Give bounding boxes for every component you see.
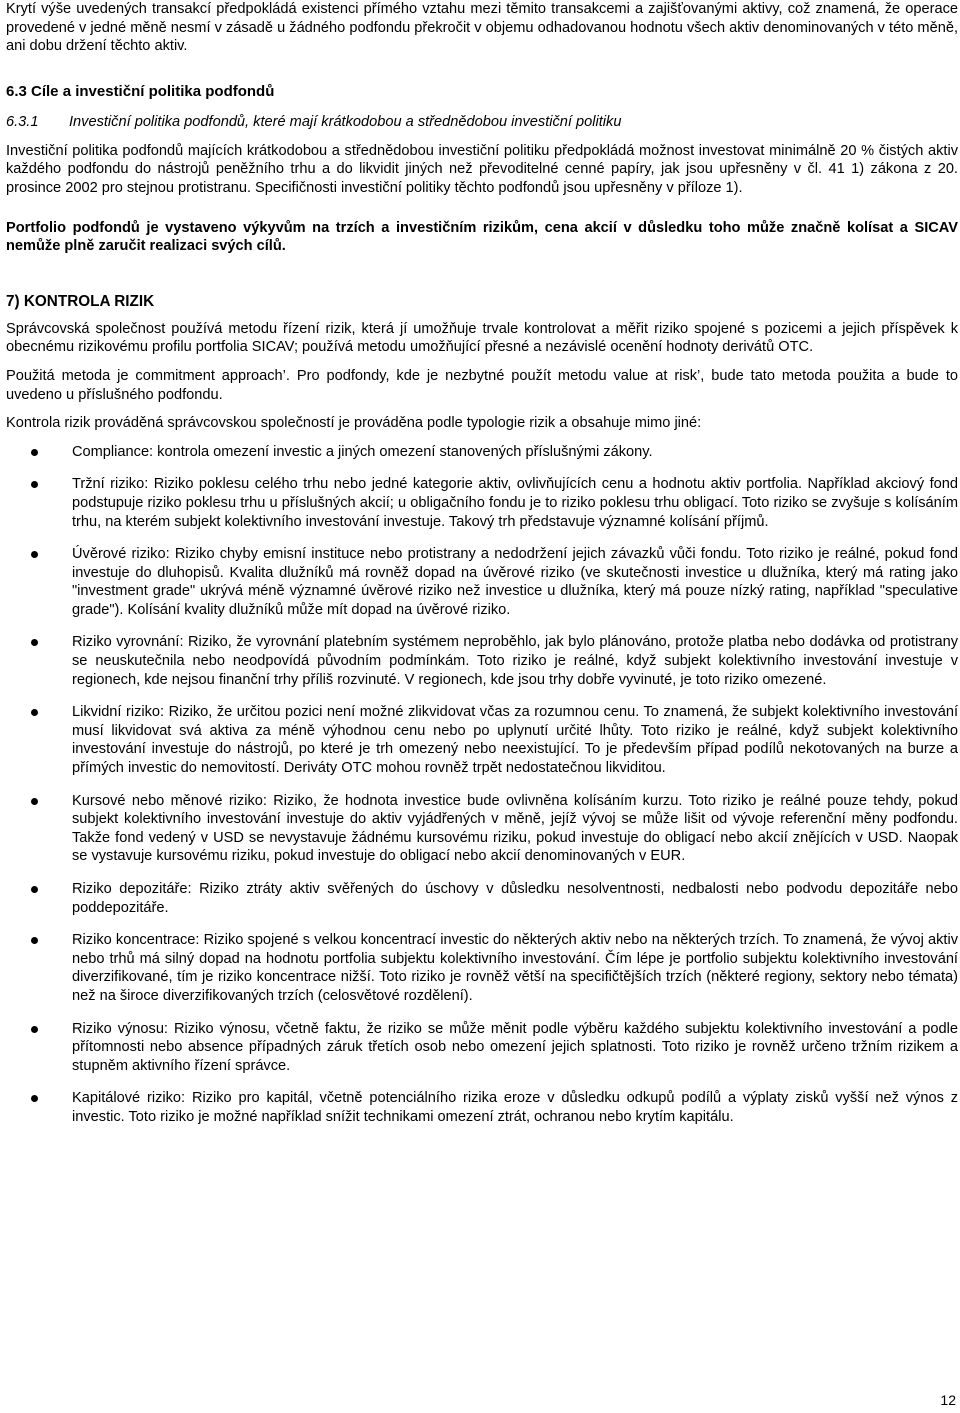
risk-warning-paragraph: Portfolio podfondů je vystaveno výkyvům na trzích a investičním rizikům, cena akcií v důsledku toho může značně kolísat a SICAV nemůže plně zaručit realizaci svých cílů. [6,219,958,255]
bullet-icon [31,449,38,456]
list-item-text: Kapitálové riziko: Riziko pro kapitál, včetně potenciálního rizika eroze v důsledku odkupů podílů a výplaty zisků vyšší než výnos z investic. Toto riziko je možné například snížit technikami omezení ztrát, ochranou nebo krytím kapitálu. [72,1090,958,1125]
bullet-icon [31,639,38,646]
bullet-icon [31,886,38,893]
commitment-approach-paragraph: Použitá metoda je commitment approach’. Pro podfondy, kde je nezbytné použít metodu value at risk’, bude tato metoda použita a bude to uvedeno u příslušného podfondu. [6,367,958,403]
risk-typology-paragraph: Kontrola rizik prováděná správcovskou společností je prováděna podle typologie rizik a obsahuje mimo jiné: [6,415,702,432]
list-item [6,1089,958,1126]
list-item-text: Riziko depozitáře: Riziko ztráty aktiv svěřených do úschovy v důsledku nesolventnosti, nedbalosti nebo podvodu depozitáře nebo poddepozitáře. [72,881,958,916]
list-item-text: Compliance: kontrola omezení investic a jiných omezení stanovených příslušnými zákony. [72,443,653,460]
section-number: 6.3.1 [6,113,39,130]
bullet-icon [31,709,38,716]
intro-paragraph: Krytí výše uvedených transakcí předpokládá existenci přímého vztahu mezi těmito transakcemi a zajišťovanými aktivy, což znamená, že operace provedené v jedné měně nesmí v zásadě u žádného podfondu překročit v objemu odhadovanou hodnotu všech aktiv denominovaných v této měně, ani dobu držení těchto aktiv. [6,1,958,55]
section-heading-6-3-1 [6,112,958,132]
bullet-icon [31,1026,38,1033]
risk-list [6,443,958,1127]
bullet-icon [31,798,38,805]
list-item [6,703,958,777]
section-title: Investiční politika podfondů, které mají krátkodobou a střednědobou investiční politiku [69,113,622,130]
section-heading-6-3: 6.3 Cíle a investiční politika podfondů [6,82,275,100]
investment-policy-paragraph: Investiční politika podfondů majících krátkodobou a střednědobou investiční politiku předpokládá možnost investovat minimálně 20 % čistých aktiv každého podfondu do nástrojů peněžního trhu a do likvidit jiných než převoditelné cenné papíry, jak jsou upřesněny v čl. 41 1) zákona z 20. prosince 2002 pro stejnou protistranu. Specifičnosti investiční politiky těchto podfondů jsou upřesněny v příloze 1). [6,142,958,196]
list-item [6,633,958,689]
risk-method-paragraph: Správcovská společnost používá metodu řízení rizik, která jí umožňuje trvale kontrolovat a měřit riziko spojené s pozicemi a jejich příspěvek k obecnému rizikovému profilu portfolia SICAV; používá metodu umožňující přesné a nezávislé ocenění hodnoty derivátů OTC. [6,320,958,356]
list-item [6,880,958,917]
list-item [6,931,958,1005]
bullet-icon [31,551,38,558]
document-page [6,0,958,1141]
list-item [6,792,958,866]
list-item [6,475,958,531]
list-item-text: Riziko výnosu: Riziko výnosu, včetně faktu, že riziko se může měnit podle výběru každého subjektu kolektivního investování a podle přítomnosti nebo absence případných záruk třetích osob nebo omezení jejich splatnosti. Toto riziko je rovněž určeno tržním rizikem a stupněm aktivního řízení správce. [72,1020,958,1074]
list-item-text: Kursové nebo měnové riziko: Riziko, že hodnota investice bude ovlivněna kolísáním kurzu. Toto riziko je reálné pouze tehdy, pokud subjekt kolektivního investování investuje do aktiv vyjádřených v měně, jejíž vývoj se může lišit od vývoje referenční měny podfondu. Takže fond vedený v USD se nevystavuje žádnému kursovému riziku, pokud investuje do obligací nebo akcií znějících v USD. Naopak se vystavuje kursovému riziku, pokud investuje do obligací nebo akcií denominovaných v EUR. [72,792,958,865]
list-item [6,443,958,462]
list-item-text: Úvěrové riziko: Riziko chyby emisní instituce nebo protistrany a nedodržení jejich závazků vůči fondu. Toto riziko je reálné, pokud fond investuje do dluhopisů. Kvalita dlužníků má rovněž dopad na úvěrové riziko (ve skutečnosti investice u dlužníka, který má rating jako "investment grade" ukrývá méně významné úvěrové riziko než investice u dlužníka, který má pouze nízký rating, například "speculative grade"). Kolísání kvality dlužníků může mít dopad na úvěrové riziko. [72,546,958,618]
page-number: 12 [940,1392,956,1408]
bullet-icon [31,481,38,488]
list-item-text: Riziko vyrovnání: Riziko, že vyrovnání platebním systémem neproběhlo, jak bylo plánováno, protože platba nebo dodávka od protistrany se neuskutečnila nebo neodpovídá původním podmínkám. Toto riziko je reálné, když subjekt kolektivního investování investuje v regionech, kde nejsou finanční trhy příliš rozvinuté. V regionech, kde jsou trhy dobře vyvinuté, je toto riziko omezené. [72,634,958,688]
list-item-text: Tržní riziko: Riziko poklesu celého trhu nebo jedné kategorie aktiv, ovlivňujících cenu a hodnotu aktiv portfolia. Například akciový fond podstupuje riziko poklesu trhu u příslušných akcií; u obligačního fondu je to riziko poklesu trhu obligací. Toto riziko se zvyšuje s kolísáním trhu, na kterém subjekt kolektivního investování investuje. Takový trh představuje významné kolísání příjmů. [72,476,958,530]
list-item-text: Likvidní riziko: Riziko, že určitou pozici není možné zlikvidovat včas za rozumnou cenu. To znamená, že subjekt kolektivního investování musí likvidovat svá aktiva za méně výhodnou cenu nebo po uplynutí určité lhůty. Toto riziko je reálné, když subjekt kolektivního investování investuje do nástrojů, po které je trh omezený nebo neexistující. To je především případ podílů nekotovaných na burze a přímých investic do nemovitostí. Deriváty OTC mohou rovněž trpět nedostatečnou likviditou. [72,704,958,777]
bullet-icon [31,937,38,944]
list-item-text: Riziko koncentrace: Riziko spojené s velkou koncentrací investic do některých aktiv nebo na některých trzích. To znamená, že vývoj aktiv nebo trhů má silný dopad na hodnotu portfolia subjektu kolektivního investování. Čím lépe je portfolio subjektu kolektivního investování diverzifikované, tím je riziko koncentrace nižší. Toto riziko je rovněž větší na specifičtějších trzích (některé regiony, sektory nebo témata) než na široce diverzifikovaných trzích (celosvětové rozdělení). [72,932,958,1004]
bullet-icon [31,1095,38,1102]
section-heading-7: 7) KONTROLA RIZIK [6,292,155,310]
list-item [6,1020,958,1076]
list-item [6,545,958,619]
